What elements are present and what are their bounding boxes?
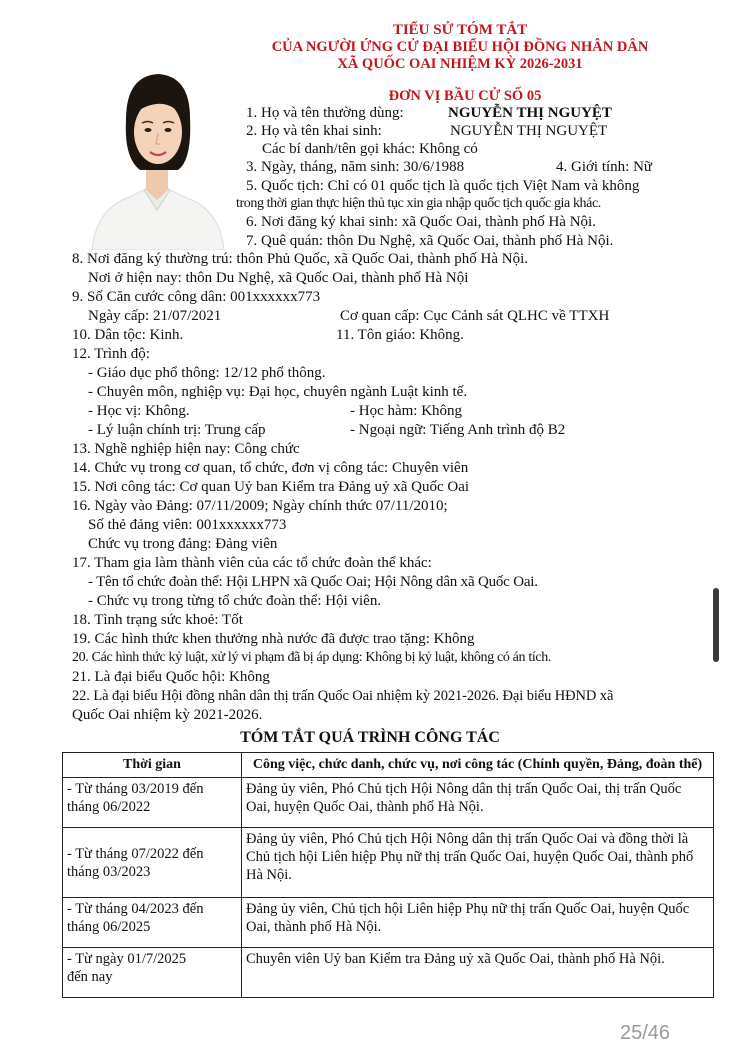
field-ethnicity: 10. Dân tộc: Kinh. — [72, 327, 184, 343]
field-party-join: 16. Ngày vào Đảng: 07/11/2009; Ngày chính thức 07/11/2010; — [72, 498, 448, 514]
field-occupation: 13. Nghề nghiệp hiện nay: Công chức — [72, 441, 300, 457]
field-position: 14. Chức vụ trong cơ quan, tổ chức, đơn vị công tác: Chuyên viên — [72, 460, 469, 476]
field-workplace: 15. Nơi công tác: Cơ quan Uỷ ban Kiểm tra Đảng uỷ xã Quốc Oai — [72, 479, 470, 495]
page-indicator: 25/46 — [620, 1022, 671, 1044]
table-cell-time — [63, 828, 242, 898]
doc-subtitle-1: CỦA NGƯỜI ỨNG CỬ ĐẠI BIỂU HỘI ĐỒNG NHÂN DÂN — [271, 39, 649, 55]
field-gender: 4. Giới tính: Nữ — [556, 159, 653, 175]
table-header-row — [63, 753, 714, 778]
table-row — [63, 778, 714, 828]
field-discipline: 20. Các hình thức kỷ luật, xử lý vi phạm đã bị áp dụng: Không bị kỷ luật, không có án tích. — [72, 650, 552, 665]
field-foreign-language: - Ngoại ngữ: Tiếng Anh trình độ B2 — [350, 422, 566, 438]
field-id-issuer: Cơ quan cấp: Cục Cảnh sát QLHC về TTXH — [340, 308, 610, 324]
table-cell-time — [63, 898, 242, 948]
field-council-1: 22. Là đại biểu Hội đồng nhân dân thị trấn Quốc Oai nhiệm kỳ 2021-2026. Đại biểu HĐND xã — [72, 688, 614, 704]
candidate-photo — [82, 60, 232, 250]
column-header-time: Thời gian — [63, 753, 242, 778]
field-party-card: Số thẻ đảng viên: 001xxxxxx773 — [88, 517, 287, 533]
table-cell-work: Chuyên viên Uỷ ban Kiểm tra Đảng uỷ xã Quốc Oai, thành phố Hà Nội. — [242, 948, 714, 998]
field-common-name-label: 1. Họ và tên thường dùng: — [246, 105, 404, 121]
field-organizations-names: - Tên tổ chức đoàn thể: Hội LHPN xã Quốc Oai; Hội Nông dân xã Quốc Oai. — [88, 574, 538, 590]
table-row — [63, 898, 714, 948]
table-row — [63, 948, 714, 998]
field-common-name-value: NGUYỄN THỊ NGUYỆT — [448, 105, 612, 121]
career-title: TÓM TẮT QUÁ TRÌNH CÔNG TÁC — [240, 729, 500, 746]
time-line-2: đến nay — [67, 969, 113, 985]
field-na-delegate: 21. Là đại biểu Quốc hội: Không — [72, 669, 270, 685]
table-cell-time — [63, 948, 242, 998]
field-organizations-role: - Chức vụ trong từng tổ chức đoàn thể: Hội viên. — [88, 593, 382, 609]
column-header-work: Công việc, chức danh, chức vụ, nơi công tác (Chính quyền, Đảng, đoàn thể) — [242, 753, 714, 778]
field-id-card: 9. Số Căn cước công dân: 001xxxxxx773 — [72, 289, 321, 305]
table-cell-time — [63, 778, 242, 828]
portrait-icon — [82, 60, 232, 250]
time-line-2: tháng 06/2022 — [67, 799, 151, 815]
field-current-residence: Nơi ở hiện nay: thôn Du Nghệ, xã Quốc Oai, thành phố Hà Nội — [88, 270, 469, 286]
doc-subtitle-2: XÃ QUỐC OAI NHIỆM KỲ 2026-2031 — [337, 56, 583, 72]
field-dob: 3. Ngày, tháng, năm sinh: 30/6/1988 — [246, 159, 465, 175]
field-party-role: Chức vụ trong đảng: Đảng viên — [88, 536, 278, 552]
field-nationality-1: 5. Quốc tịch: Chỉ có 01 quốc tịch là quốc tịch Việt Nam và không — [246, 178, 640, 194]
field-general-education: - Giáo dục phổ thông: 12/12 phổ thông. — [88, 365, 326, 381]
time-line-2: tháng 06/2025 — [67, 919, 151, 935]
field-aliases: Các bí danh/tên gọi khác: Không có — [262, 141, 478, 157]
table-cell-work: Đảng ủy viên, Phó Chủ tịch Hội Nông dân thị trấn Quốc Oai và đồng thời là Chủ tịch hội Liên hiệp Phụ nữ thị trấn Quốc Oai, huyện Quốc Oai, thành phố Hà Nội. — [242, 828, 714, 898]
field-academic-title: - Học hàm: Không — [350, 403, 463, 419]
field-permanent-residence: 8. Nơi đăng ký thường trú: thôn Phủ Quốc, xã Quốc Oai, thành phố Hà Nội. — [72, 251, 529, 267]
table-cell-work: Đảng ủy viên, Chủ tịch hội Liên hiệp Phụ nữ thị trấn Quốc Oai, huyện Quốc Oai, thành phố Hà Nội. — [242, 898, 714, 948]
election-unit: ĐƠN VỊ BẦU CỬ SỐ 05 — [388, 88, 542, 104]
field-religion: 11. Tôn giáo: Không. — [336, 327, 464, 343]
field-degree: - Học vị: Không. — [88, 403, 190, 419]
scrollbar-thumb[interactable] — [713, 588, 719, 662]
doc-title: TIỂU SỬ TÓM TẮT — [392, 22, 528, 38]
field-major: - Chuyên môn, nghiệp vụ: Đại học, chuyên ngành Luật kinh tế. — [88, 384, 468, 400]
field-nationality-2: trong thời gian thực hiện thủ tục xin gia nhập quốc tịch quốc gia khác. — [236, 196, 601, 211]
field-education-title: 12. Trình độ: — [72, 346, 150, 362]
field-birth-name-value: NGUYỄN THỊ NGUYỆT — [450, 123, 608, 139]
time-line-2: tháng 03/2023 — [67, 863, 151, 880]
field-organizations-title: 17. Tham gia làm thành viên của các tổ chức đoàn thể khác: — [72, 555, 432, 571]
field-health: 18. Tình trạng sức khoẻ: Tốt — [72, 612, 243, 628]
field-awards: 19. Các hình thức khen thưởng nhà nước đã được trao tặng: Không — [72, 631, 475, 647]
career-table — [62, 752, 714, 998]
field-political-theory: - Lý luận chính trị: Trung cấp — [88, 422, 266, 438]
time-line-1: - Từ tháng 07/2022 đến — [67, 845, 204, 862]
field-id-issue-date: Ngày cấp: 21/07/2021 — [88, 308, 222, 324]
field-council-2: Quốc Oai nhiệm kỳ 2021-2026. — [72, 707, 263, 723]
table-cell-work: Đảng ủy viên, Phó Chủ tịch Hội Nông dân thị trấn Quốc Oai, thị trấn Quốc Oai, huyện Quốc Oai, thành phố Hà Nội. — [242, 778, 714, 828]
field-hometown: 7. Quê quán: thôn Du Nghệ, xã Quốc Oai, thành phố Hà Nội. — [246, 233, 614, 249]
field-birth-registration: 6. Nơi đăng ký khai sinh: xã Quốc Oai, thành phố Hà Nội. — [246, 214, 596, 230]
time-line-1: - Từ tháng 04/2023 đến — [67, 901, 204, 917]
table-row — [63, 828, 714, 898]
time-line-1: - Từ ngày 01/7/2025 — [67, 951, 187, 967]
time-line-1: - Từ tháng 03/2019 đến — [67, 781, 204, 797]
field-birth-name-label: 2. Họ và tên khai sinh: — [246, 123, 382, 139]
